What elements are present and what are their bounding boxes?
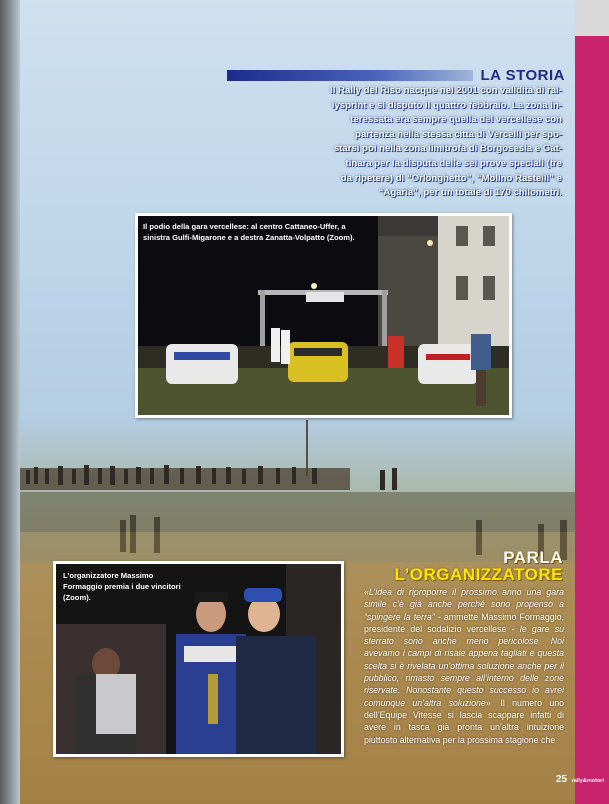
prize-photo-caption: L’organizzatore Massimo Formaggio premia i due vincitori (Zoom). [63,571,181,602]
parla-continuation: Il numero uno dell’Equipe Vitesse si lascia scappare infatti di avere in tasca già pronta un’altra intuizione piuttosto alternativa per la prossima stagione che [364,697,564,745]
parla-quote-1: «L’idea di riproporre il prossimo anno una gara simile c’è già anche perché sono propenso a “spingere la terra” - [364,587,564,622]
parla-title [360,549,563,583]
storia-title-bar [227,70,473,81]
magazine-name: rally&motori [571,778,604,784]
magenta-side-band [575,0,609,804]
storia-line: “Agaria”, per un totale di 170 chilometri. [378,187,562,199]
page-number: 25 [556,774,568,785]
page-spine-shadow [0,0,20,804]
parla-title-line1: PARLA [503,548,563,567]
storia-line: teressata era sempre quella del vercellese con [350,114,562,126]
storia-line: starsi poi nella zona limitrofa di Borgosesia e Gat- [333,143,562,155]
parla-attribution: ammette Massimo Formaggio, presidente del sodalizio vercellese - [364,611,564,634]
podium-photo-caption: Il podio della gara vercellese: al centro Cattaneo-Uffer, a sinistra Gulfi-Migarone e a destra Zanatta-Volpatto (Zoom). [143,222,355,242]
storia-line: partenza nella stessa città di Vercelli per spo- [355,128,562,140]
page-folio [556,769,606,787]
podium-photo-image [138,216,509,415]
parla-title-line2: L’ORGANIZZATORE [394,565,563,584]
band-top-cap [575,0,609,36]
storia-line: tinara per la disputa delle sei prove speciali (tre [345,157,562,169]
storia-line: lysprint e si disputò il quattro febbraio. La zona in- [331,99,562,111]
parla-body [364,586,564,746]
parla-quote-2: le gare su sterrato sono anche meno pericolose. Noi avevamo i campi di risaie appena tagliati e questa scelta si è rivelata un’ottima soluzione anche per il pubblico, rimasto sempre all’interno delle zone riservate. Nonostante questo successo io avrei comunque un’altra soluzione». [364,623,564,708]
storia-title: LA STORIA [480,67,565,84]
storia-line: da ripetere) di “Orlonghetto”, “Molino Rastelli” e [340,172,562,184]
podium-photo [135,213,512,418]
storia-line: Il Rally del Riso nacque nel 2001 con validità di ral- [330,85,562,96]
storia-body [238,84,562,201]
